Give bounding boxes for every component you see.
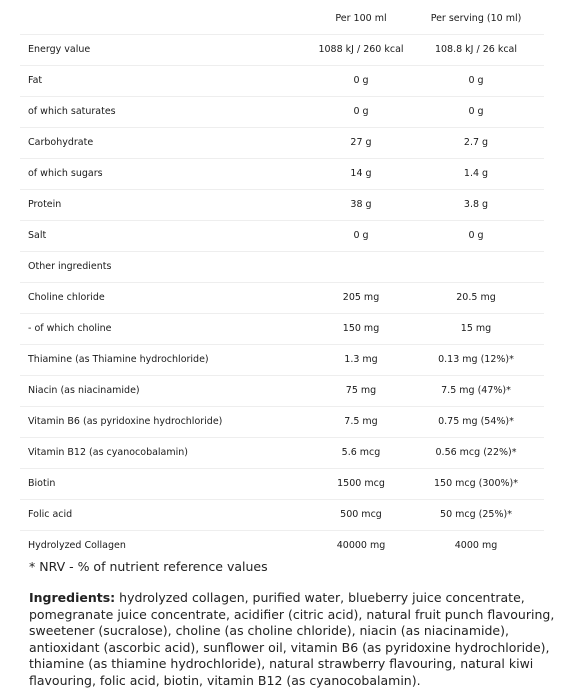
row-label: Vitamin B12 (as cyanocobalamin) bbox=[28, 447, 189, 458]
row-label: of which saturates bbox=[28, 106, 116, 117]
row-per-serving: 108.8 kJ / 26 kcal bbox=[434, 44, 518, 55]
row-per-100ml: 205 mg bbox=[342, 292, 380, 303]
row-label: Other ingredients bbox=[28, 261, 112, 272]
ingredients-line: antioxidant (ascorbic acid), sunflower oil, vitamin B6 (as pyridoxine hydrochloride), bbox=[29, 639, 550, 655]
row-label: Thiamine (as Thiamine hydrochloride) bbox=[28, 354, 209, 365]
table-row bbox=[20, 469, 544, 500]
row-per-100ml: 150 mg bbox=[342, 323, 380, 334]
row-per-serving: 2.7 g bbox=[463, 137, 489, 148]
row-label: of which sugars bbox=[28, 168, 103, 179]
ingredients-line-text: hydrolyzed collagen, purified water, blueberry juice concentrate, bbox=[115, 590, 525, 605]
ingredients-line: flavouring, folic acid, biotin, vitamin B12 (as cyanocobalamin). bbox=[29, 672, 421, 688]
row-label: Niacin (as niacinamide) bbox=[28, 385, 140, 396]
row-label: Vitamin B6 (as pyridoxine hydrochloride) bbox=[28, 416, 223, 427]
table-header-row bbox=[20, 4, 544, 35]
row-label: - of which choline bbox=[28, 323, 112, 334]
row-per-100ml: 5.6 mcg bbox=[341, 447, 381, 458]
table-row bbox=[20, 190, 544, 221]
ingredients-line: sweetener (sucralose), choline (as choline chloride), niacin (as niacinamide), bbox=[29, 623, 509, 639]
table-row bbox=[20, 252, 544, 283]
row-per-100ml: 0 g bbox=[353, 230, 369, 241]
row-per-serving: 7.5 mg (47%)* bbox=[441, 385, 511, 396]
header-per-serving: Per serving (10 ml) bbox=[430, 13, 522, 24]
row-per-100ml: 14 g bbox=[350, 168, 372, 179]
row-per-serving: 0 g bbox=[468, 75, 484, 86]
row-per-100ml: 7.5 mg bbox=[344, 416, 378, 427]
ingredients-line bbox=[29, 590, 549, 607]
table-row bbox=[20, 66, 544, 97]
row-per-serving: 150 mcg (300%)* bbox=[433, 478, 518, 489]
row-per-100ml: 27 g bbox=[350, 137, 372, 148]
ingredients-line: pomegranate juice concentrate, acidifier (citric acid), natural fruit punch flavouring, bbox=[29, 606, 555, 622]
table-row bbox=[20, 407, 544, 438]
row-per-100ml: 40000 mg bbox=[336, 540, 386, 551]
nutrition-table bbox=[20, 4, 544, 561]
table-row bbox=[20, 221, 544, 252]
ingredients-line: thiamine (as thiamine hydrochloride), natural strawberry flavouring, natural kiwi bbox=[29, 656, 534, 672]
row-per-serving: 4000 mg bbox=[454, 540, 498, 551]
row-per-serving: 15 mg bbox=[460, 323, 492, 334]
ingredients-label: Ingredients: bbox=[29, 590, 116, 605]
row-per-serving: 20.5 mg bbox=[456, 292, 496, 303]
row-label: Hydrolyzed Collagen bbox=[28, 540, 126, 551]
table-row bbox=[20, 283, 544, 314]
row-per-serving: 0.75 mg (54%)* bbox=[438, 416, 514, 427]
row-label: Biotin bbox=[28, 478, 56, 489]
ingredients-text bbox=[29, 590, 555, 690]
row-label: Salt bbox=[28, 230, 47, 241]
nrv-footnote: * NRV - % of nutrient reference values bbox=[29, 559, 268, 574]
table-body bbox=[20, 35, 544, 561]
row-per-100ml: 500 mcg bbox=[340, 509, 382, 520]
row-per-serving: 0 g bbox=[468, 230, 484, 241]
row-label: Choline chloride bbox=[28, 292, 105, 303]
row-per-serving: 3.8 g bbox=[463, 199, 489, 210]
row-per-serving: 0 g bbox=[468, 106, 484, 117]
row-per-100ml: 1088 kJ / 260 kcal bbox=[318, 44, 404, 55]
row-per-100ml: 1.3 mg bbox=[344, 354, 378, 365]
row-label: Fat bbox=[28, 75, 43, 86]
table-row bbox=[20, 314, 544, 345]
row-per-100ml: 75 mg bbox=[345, 385, 377, 396]
row-per-100ml: 38 g bbox=[350, 199, 372, 210]
table-row bbox=[20, 35, 544, 66]
row-per-serving: 1.4 g bbox=[463, 168, 489, 179]
row-per-serving: 0.13 mg (12%)* bbox=[438, 354, 514, 365]
row-per-serving: 50 mcg (25%)* bbox=[440, 509, 512, 520]
table-row bbox=[20, 128, 544, 159]
row-per-100ml: 0 g bbox=[353, 106, 369, 117]
table-row bbox=[20, 376, 544, 407]
row-per-100ml: 0 g bbox=[353, 75, 369, 86]
table-row bbox=[20, 531, 544, 561]
row-per-100ml: 1500 mcg bbox=[337, 478, 385, 489]
table-row bbox=[20, 345, 544, 376]
table-row bbox=[20, 500, 544, 531]
row-label: Carbohydrate bbox=[28, 137, 94, 148]
table-row bbox=[20, 97, 544, 128]
row-label: Protein bbox=[28, 199, 62, 210]
table-row bbox=[20, 438, 544, 469]
row-per-serving: 0.56 mcg (22%)* bbox=[435, 447, 517, 458]
row-label: Energy value bbox=[28, 44, 91, 55]
row-label: Folic acid bbox=[28, 509, 73, 520]
header-per-100ml: Per 100 ml bbox=[335, 13, 387, 24]
table-row bbox=[20, 159, 544, 190]
